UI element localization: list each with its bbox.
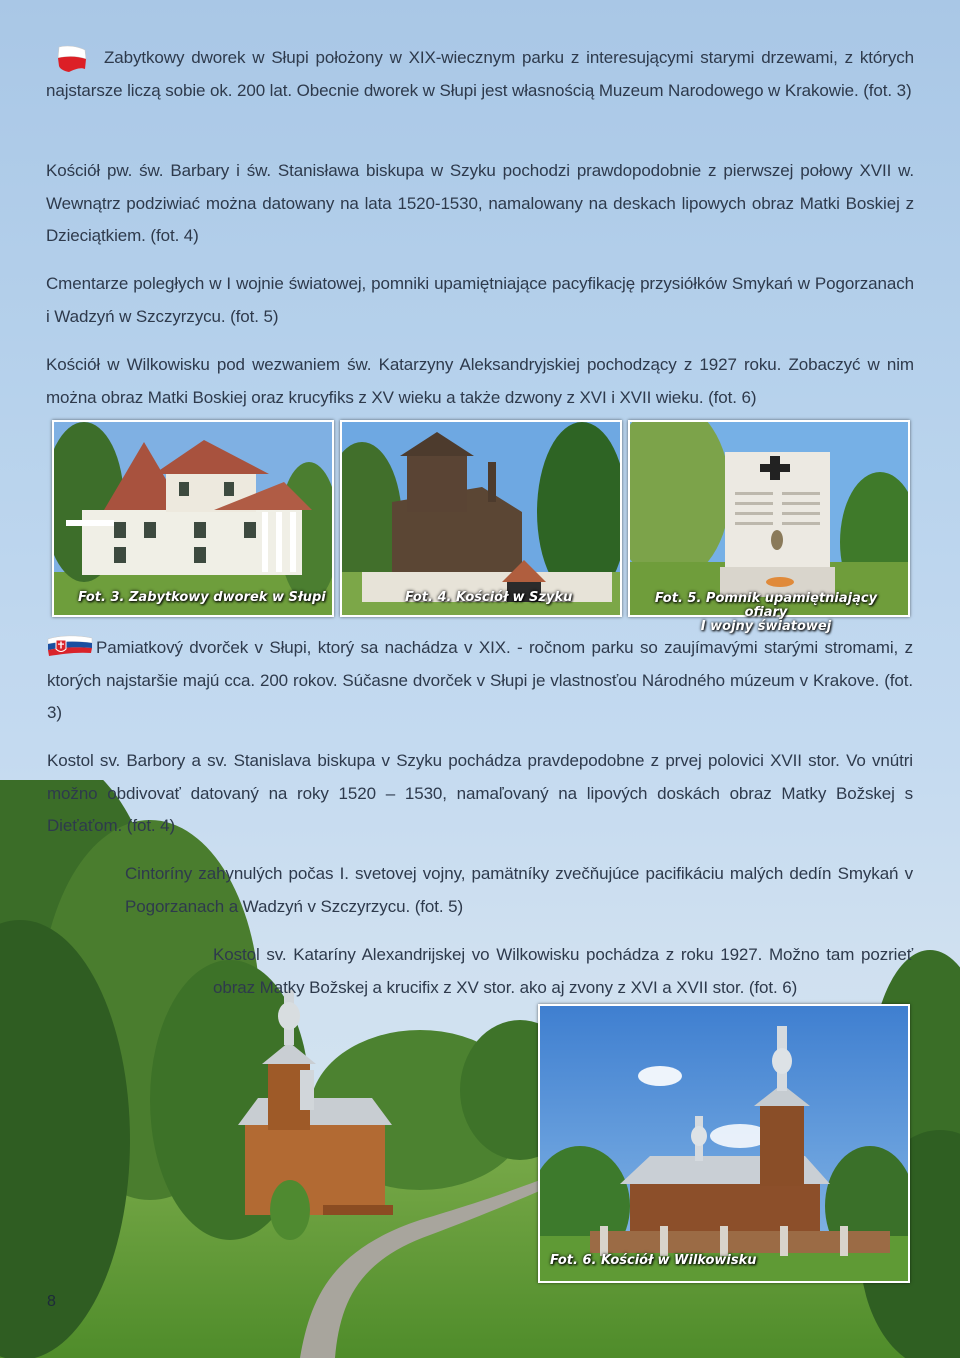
photo-church-szyk bbox=[340, 420, 622, 617]
polish-paragraph-wilkowisko-church: Kościół w Wilkowisku pod wezwaniem św. Katarzyny Aleksandryjskiej pochodzący z 1927 roku. Zobaczyć w nim można obraz Matki Boskiej oraz krucyfiks z XV wieku a także dzwony z XVI i XVII wieku. (fot. 6) bbox=[46, 355, 914, 407]
slovak-paragraph-manor: Pamiatkový dvorček v Słupi, ktorý sa nachádza v XIX. - ročnom parku so zaujímavými starými stromami, z ktorých najstaršie majú cca. 200 rokov. Súčasne dvorček v Słupi je vlastnosťou Národného múzeum v Krakove. (fot. 3) bbox=[47, 638, 913, 722]
polish-paragraph-szyk-church: Kościół pw. św. Barbary i św. Stanisława biskupa w Szyku pochodzi prawdopodobnie z pierwszej połowy XVII w. Wewnątrz podziwiać można datowany na lata 1520-1530, namalowany na deskach lipowych obraz Matki Boskiej z Dzieciątkiem. (fot. 4) bbox=[46, 161, 914, 245]
slovak-paragraph-szyk-church: Kostol sv. Barbory a sv. Stanislava biskupa v Szyku pochádza pravdepodobne z prvej polovici XVII stor. Vo vnútri možno obdivovať datovaný na roky 1520 – 1530, namaľovaný na lipových doskách obraz Matky Božskej s Dieťaťom. (fot. 4) bbox=[47, 751, 913, 835]
photo-caption-fot5-line1: Fot. 5. Pomnik upamiętniający ofiary bbox=[654, 591, 878, 620]
photo-church-wilkowisko bbox=[538, 1004, 910, 1283]
photo-caption-fot4: Fot. 4. Kościół w Szyku bbox=[405, 590, 573, 605]
polish-paragraph-manor: Zabytkowy dworek w Słupi położony w XIX-wiecznym parku z interesującymi starymi drzewami, z których najstarsze liczą sobie ok. 200 lat. Obecnie dworek w Słupi jest własnością Muzeum Narodowego w Krakowie. (fot. 3) bbox=[46, 48, 914, 100]
page-number: 8 bbox=[47, 1293, 56, 1310]
photo-manor-slupia bbox=[52, 420, 334, 617]
photo-caption-fot5-line2: I wojny światowej bbox=[700, 619, 832, 634]
slovak-paragraph-wilkowisko-church: Kostol sv. Kataríny Alexandrijskej vo Wilkowisku pochádza z roku 1927. Možno tam pozrieť obraz Matky Božskej a krucifix z XV stor. ako aj zvony z XVI a XVII stor. (fot. 6) bbox=[213, 945, 913, 997]
photo-caption-fot6: Fot. 6. Kościół w Wilkowisku bbox=[550, 1253, 757, 1268]
polish-paragraph-cemeteries: Cmentarze poległych w I wojnie światowej, pomniki upamiętniające pacyfikację przysiółków Smykań w Pogorzanach i Wadzyń w Szczyrzycu. (fot. 5) bbox=[46, 274, 914, 326]
photo-caption-fot3: Fot. 3. Zabytkowy dworek w Słupi bbox=[78, 590, 326, 605]
slovak-paragraph-cemeteries: Cintoríny zahynulých počas I. svetovej vojny, pamätníky zvečňujúce pacifikáciu malých dedín Smykań v Pogorzanach a Wadzyń v Szczyrzycu. (fot. 5) bbox=[125, 864, 913, 916]
photo-caption-fot5 bbox=[636, 592, 896, 634]
photo-monument-wwi bbox=[628, 420, 910, 617]
